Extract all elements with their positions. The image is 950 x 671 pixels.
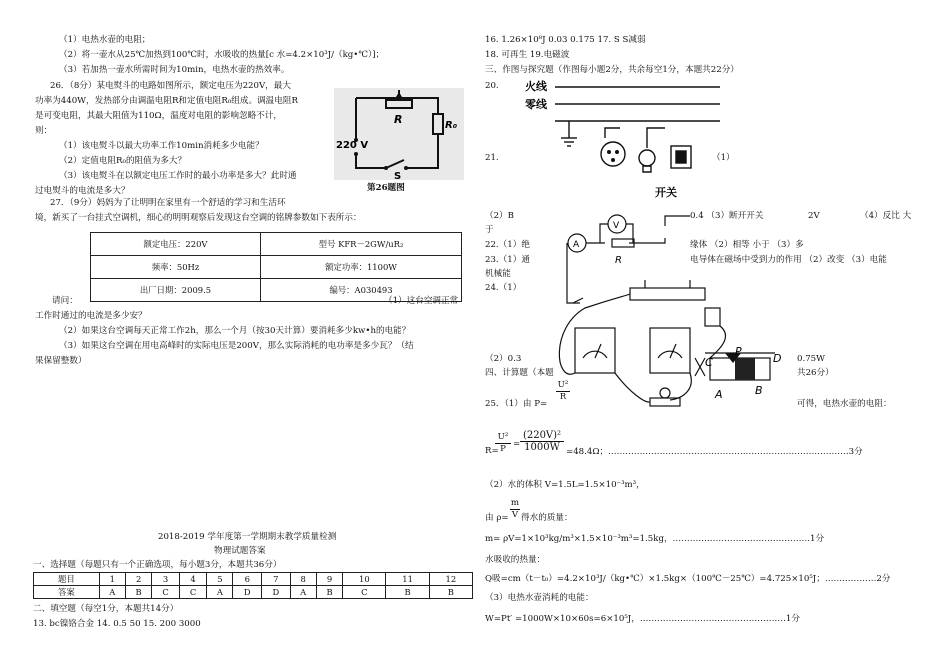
terminal-a-label: A [715, 388, 723, 401]
table-cell: 编号：A030493 [261, 279, 462, 302]
terminal-c-label: C [705, 356, 713, 369]
ans-21-part2c: 2V [808, 211, 820, 221]
ans-25-resistance: =48.4Ω；…………………………………………………………………………3分 [566, 447, 863, 457]
ans-21-label: 21. [485, 153, 499, 163]
ans-25-heat: Q吸=cm（t－t₀）=4.2×10³J/（kg•℃）×1.5kg×（100℃－25℃）=4.725×10⁵J；………………2分 [485, 574, 891, 584]
q25-part2: （2）将一壶水从25℃加热到100℃时，水吸收的热量[c 水=4.2×10³J/（kg•℃）]； [59, 50, 385, 60]
ans-25-intro-tail: 可得，电热水壶的电阻： [797, 399, 892, 409]
q26-line4: 则： [35, 126, 53, 136]
table-cell: B [316, 586, 343, 599]
terminal-d-label: D [773, 352, 782, 365]
q26-part3: （3）该电熨斗在以额定电压工作时的最小功率是多大？此时通 [59, 171, 297, 181]
table-cell: 出厂日期：2009.5 [91, 279, 261, 302]
denominator: P [495, 443, 511, 455]
numerator: m [510, 498, 520, 508]
table-cell: 9 [316, 573, 343, 586]
ans-21-part2b: 0.4 （3）断开开关 [690, 211, 764, 221]
table-row [34, 586, 473, 599]
fraction-u2-r [556, 380, 570, 403]
ans-21-part4: （4）反比 大 [860, 211, 912, 221]
rho-tail: 得水的质量： [521, 513, 573, 523]
table-cell: 型号 KFR－2GW/uR₂ [261, 233, 462, 256]
q27-part2: （2）如果这台空调每天正常工作2h，那么一个月（按30天计算）要消耗多少kw•h的电能？ [59, 326, 411, 336]
table-cell: 答案 [34, 586, 100, 599]
table-cell: C [343, 586, 386, 599]
q26-part2: （2）定值电阻R₀的阻值为多大？ [59, 156, 187, 166]
table-cell: 3 [152, 573, 179, 586]
q26-line2: 功率为440W，发热部分由调温电阻R和定值电阻R₀组成。调温电阻R [35, 96, 298, 106]
table-row [91, 256, 462, 279]
ans-23-cont: 电导体在磁场中受到力的作用 （2）改变 （3）电能 [690, 255, 887, 265]
q27-part1-cont: 工作时通过的电流是多少安？ [35, 311, 147, 321]
table-cell: A [290, 586, 316, 599]
denominator: 1000W [520, 441, 564, 453]
table-cell: 12 [429, 573, 472, 586]
switch-label: 开关 [655, 186, 677, 199]
table-cell: 题目 [34, 573, 100, 586]
fraction-m-v [510, 498, 520, 521]
denominator: V [511, 510, 519, 520]
fraction-220-1000 [520, 430, 564, 453]
table-row [34, 573, 473, 586]
mc-answer-table [33, 572, 473, 599]
fraction-u2-p [495, 432, 511, 455]
table-cell: A [207, 586, 233, 599]
table-cell: B [125, 586, 152, 599]
ans-25-part2: （2）水的体积 V=1.5L=1.5×10⁻³m³， [485, 480, 645, 490]
slider-p-label: P [735, 345, 742, 358]
q26-line1: 26．（8分）某电熨斗的电路如图所示，额定电压为220V，最大 [50, 81, 291, 91]
nameplate-table [90, 232, 462, 302]
q27-part3-cont: 果保留整数） [35, 356, 87, 366]
ask-label: 请问： [52, 296, 78, 306]
circuit-figure-26 [334, 88, 464, 180]
section4-heading-cont: 共26分） [797, 368, 834, 378]
denominator: R [556, 391, 570, 403]
ans-20-label: 20. [485, 81, 499, 91]
numerator: (220V)² [522, 430, 562, 441]
q26-part3-cont: 过电熨斗的电流是多大？ [35, 186, 130, 196]
section2-heading: 二、填空题（每空1分，本题共14分） [33, 604, 179, 614]
resistor-r0-label: R₀ [445, 120, 458, 131]
ans-24-power: 0.75W [797, 354, 825, 364]
table-cell: C [152, 586, 179, 599]
q27-line1: 27．（9分）妈妈为了让明明在家里有一个舒适的学习和生活环 [50, 198, 286, 208]
resistor-r-label: R [394, 113, 403, 126]
r-equals: R= [485, 446, 499, 456]
table-cell: B [429, 586, 472, 599]
ans-21-part2: （2）B [485, 211, 514, 221]
table-cell: 2 [125, 573, 152, 586]
ans-21-cont: 于 [485, 225, 494, 235]
ans-18-19: 18. 可再生 19.电磁波 [485, 50, 570, 60]
fire-wire-label: 火线 [525, 80, 547, 93]
table-cell: 6 [233, 573, 262, 586]
table-cell: 额定功率：1100W [261, 256, 462, 279]
table-cell: D [233, 586, 262, 599]
fill-answers: 13. bc镍铬合金 14. 0.5 50 15. 200 3000 [33, 619, 201, 629]
q26-part1: （1）该电熨斗以最大功率工作10min消耗多少电能？ [59, 141, 264, 151]
table-cell: 11 [386, 573, 429, 586]
ans-23-cont2: 机械能 [485, 269, 511, 279]
ans-22: 22.（1）绝 [485, 240, 530, 250]
ans-16-17: 16. 1.26×10⁸J 0.03 0.175 17. S S减弱 [485, 35, 646, 45]
voltmeter-label: V [613, 221, 620, 231]
table-cell: 频率：50Hz [91, 256, 261, 279]
table-cell: A [99, 586, 125, 599]
ans-25-mass: m= ρV=1×10³kg/m³×1.5×10⁻³m³=1.5kg，…………………………………………1分 [485, 534, 825, 544]
ans-24-part2: （2）0.3 [485, 354, 522, 364]
q27-part1: （1）这台空调正常 [384, 296, 459, 306]
figure-caption: 第26题图 [367, 183, 405, 193]
q27-line2: 境，新买了一台挂式空调机，细心的明明观察后发现这台空调的铭牌参数如下表所示： [35, 213, 362, 223]
ans-23: 23.（1）通 [485, 255, 530, 265]
voltage-label: 220 V [336, 140, 369, 151]
household-wiring-figure [525, 78, 725, 216]
switch-s-label: S [394, 171, 402, 180]
ans-24: 24.（1） [485, 283, 522, 293]
answer-subtitle: 物理试题答案 [214, 546, 266, 556]
ans-22-cont: 缘体 （2）相等 小于 （3）多 [690, 240, 804, 250]
table-cell: C [179, 586, 206, 599]
table-cell: 10 [343, 573, 386, 586]
ans-21-part1: （1） [712, 153, 735, 163]
table-cell: D [262, 586, 291, 599]
experiment-circuit-figure [555, 208, 790, 413]
q25-part3: （3）若加热一壶水所需时间为10min，电热水壶的热效率。 [59, 65, 290, 75]
numerator: U² [557, 380, 569, 390]
terminal-b-label: B [755, 384, 763, 397]
equals-sign: = [513, 439, 521, 449]
q26-line3: 是可变电阻，其最大阻值为110Ω，温度对电阻的影响忽略不计， [35, 111, 282, 121]
rho-label: 由 ρ= [485, 513, 509, 523]
neutral-wire-label: 零线 [525, 98, 547, 111]
ammeter-label: A [573, 240, 580, 250]
table-cell: 8 [290, 573, 316, 586]
table-row [91, 233, 462, 256]
section1-heading: 一、选择题（每题只有一个正确选项，每小题3分，本题共36分） [33, 560, 282, 570]
table-cell: 1 [99, 573, 125, 586]
table-cell: B [386, 586, 429, 599]
ans-25-intro: 25．（1）由 P= [485, 399, 548, 409]
heat-label: 水吸收的热量： [485, 555, 546, 565]
q25-part1: （1）电热水壶的电阻； [59, 35, 151, 45]
q27-part3: （3）如果这台空调在用电高峰时的实际电压是200V，那么实际消耗的电功率是多少瓦？（结 [59, 341, 414, 351]
ans-25-part3: （3）电热水壶消耗的电能： [485, 593, 594, 603]
section4-heading: 四、计算题（本题 [485, 368, 554, 378]
table-cell: 7 [262, 573, 291, 586]
table-cell: 额定电压：220V [91, 233, 261, 256]
answer-title: 2018-2019 学年度第一学期期末教学质量检测 [158, 532, 337, 542]
table-cell: 5 [207, 573, 233, 586]
resistor-label: R [615, 255, 622, 266]
table-cell: 4 [179, 573, 206, 586]
section3-heading: 三、作图与探究题（作图每小题2分，共余每空1分，本题共22分） [485, 65, 739, 75]
numerator: U² [497, 432, 509, 442]
ans-25-energy: W=Pt′ =1000W×10×60s=6×10⁵J，……………………………………………1分 [485, 614, 800, 624]
